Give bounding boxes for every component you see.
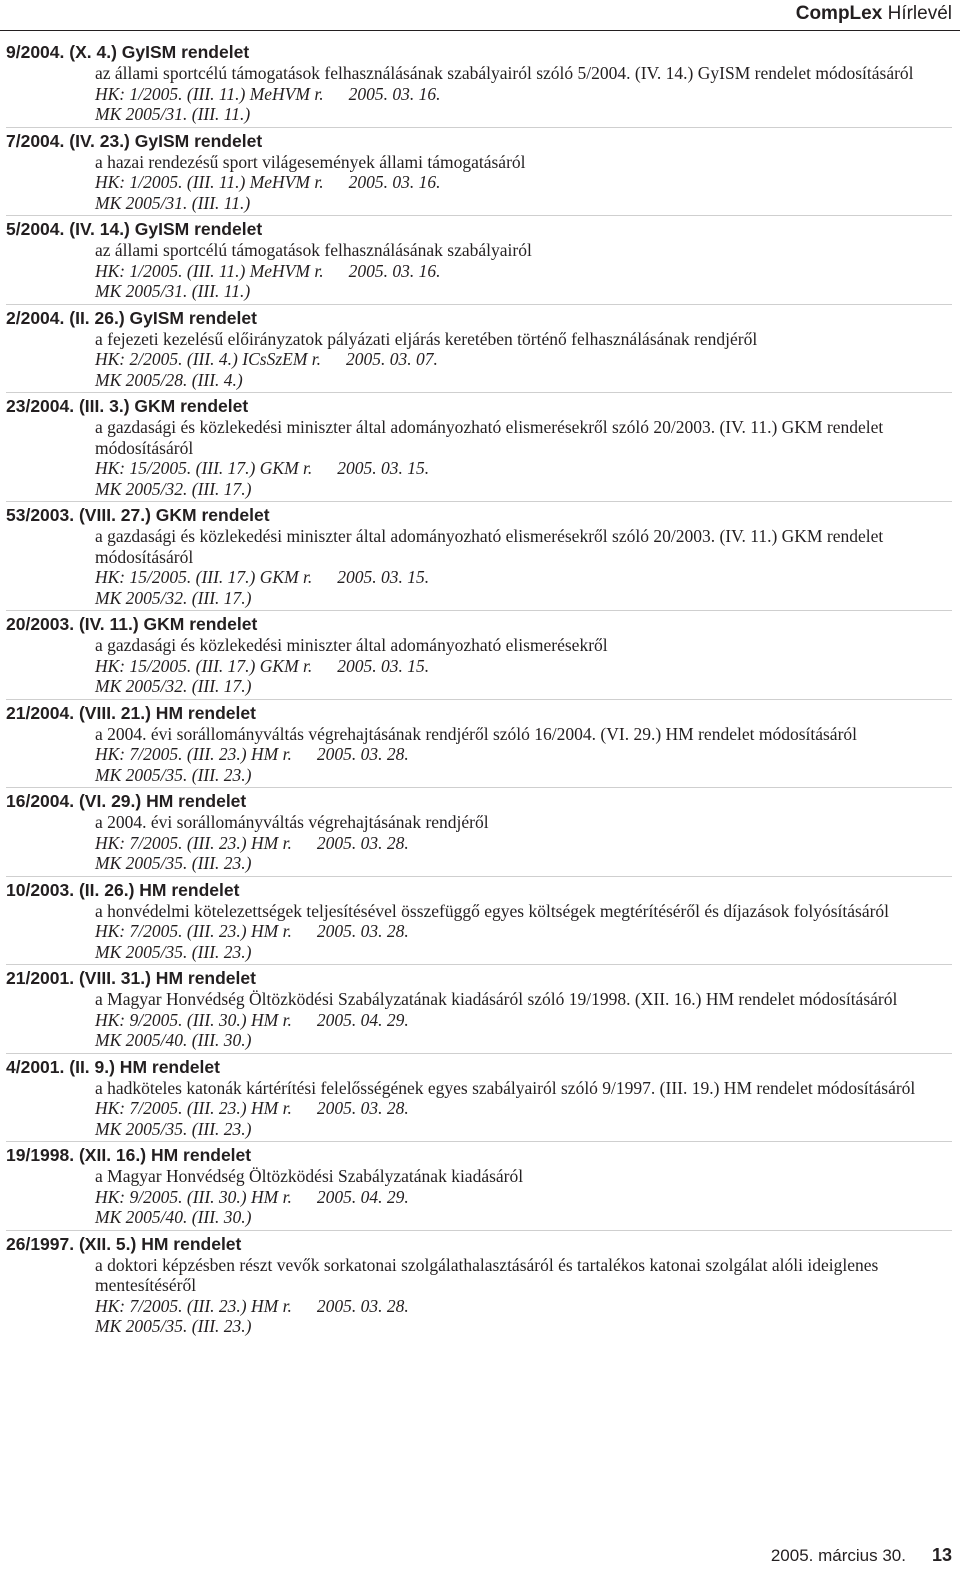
regulation-entry [6, 308, 952, 394]
regulation-body [95, 635, 952, 697]
regulation-description: a gazdasági és közlekedési miniszter által adományozható elismerésekről szóló 20/2003. (IV. 11.) GKM rendelet módosításáról [95, 526, 884, 567]
mk-reference: MK 2005/40. (III. 30.) [95, 1030, 252, 1050]
mk-reference: MK 2005/35. (III. 23.) [95, 941, 252, 962]
header-divider [0, 30, 960, 31]
reference-date: 2005. 03. 28. [316, 1295, 409, 1316]
publication-title: Hírlevél [887, 3, 952, 24]
regulation-title: 53/2003. (VIII. 27.) GKM rendelet [6, 505, 270, 525]
regulation-title: 26/1997. (XII. 5.) HM rendelet [6, 1233, 242, 1254]
hk-reference: HK: 2/2005. (III. 4.) ICsSzEM r. [95, 349, 322, 369]
regulation-entry [6, 42, 952, 128]
regulation-description: az állami sportcélú támogatások felhasználásának szabályairól [95, 240, 532, 260]
regulation-title: 2/2004. (II. 26.) GyISM rendelet [6, 307, 257, 328]
regulation-title: 10/2003. (II. 26.) HM rendelet [6, 879, 240, 900]
regulation-description: a 2004. évi sorállományváltás végrehajtásának rendjéről [95, 812, 489, 832]
gazette-reference [95, 172, 952, 193]
regulation-body [95, 1078, 952, 1140]
regulation-title: 19/1998. (XII. 16.) HM rendelet [6, 1145, 252, 1165]
regulation-title: 20/2003. (IV. 11.) GKM rendelet [6, 614, 258, 634]
regulation-body [95, 240, 952, 302]
mk-reference: MK 2005/31. (III. 11.) [95, 104, 251, 124]
gazette-reference [95, 744, 952, 765]
reference-date: 2005. 03. 16. [348, 83, 441, 104]
gazette-reference [95, 458, 952, 479]
regulation-title: 21/2004. (VIII. 21.) HM rendelet [6, 702, 256, 723]
gazette-reference [95, 833, 952, 854]
regulation-title: 4/2001. (II. 9.) HM rendelet [6, 1056, 220, 1077]
hk-reference: HK: 7/2005. (III. 23.) HM r. [95, 744, 292, 764]
gazette-reference [95, 567, 952, 588]
mk-reference: MK 2005/40. (III. 30.) [95, 1207, 252, 1227]
reference-date: 2005. 03. 07. [346, 349, 438, 369]
mk-reference: MK 2005/35. (III. 23.) [95, 853, 252, 873]
footer-date: 2005. március 30. [770, 1546, 906, 1565]
reference-date: 2005. 03. 16. [348, 172, 441, 192]
regulation-entry [6, 219, 952, 305]
regulation-entry [6, 1057, 952, 1143]
reference-date: 2005. 03. 28. [316, 744, 409, 764]
regulation-title: 21/2001. (VIII. 31.) HM rendelet [6, 968, 256, 988]
regulation-body [95, 329, 952, 391]
regulation-body [95, 812, 952, 874]
regulation-description: a Magyar Honvédség Öltözködési Szabályzatának kiadásáról [95, 1166, 524, 1186]
regulation-title: 16/2004. (VI. 29.) HM rendelet [6, 791, 247, 811]
regulation-body [95, 63, 952, 125]
gazette-reference [95, 1010, 952, 1031]
regulation-title: 5/2004. (IV. 14.) GyISM rendelet [6, 219, 263, 239]
regulation-entry [6, 968, 952, 1054]
regulation-description: a gazdasági és közlekedési miniszter által adományozható elismerésekről [95, 635, 608, 655]
reference-date: 2005. 03. 28. [316, 921, 409, 941]
hk-reference: HK: 1/2005. (III. 11.) MeHVM r. [95, 172, 324, 192]
regulation-body [95, 1255, 952, 1337]
mk-reference: MK 2005/31. (III. 11.) [95, 281, 251, 301]
reference-date: 2005. 03. 28. [316, 1098, 409, 1118]
regulation-list [6, 42, 952, 1342]
regulation-description: a doktori képzésben részt vevők sorkatonai szolgálathalasztásáról és tartalékos katonai szolgálat alóli ideiglenes mentesítéséről [95, 1254, 879, 1295]
gazette-reference [95, 261, 952, 282]
regulation-body [95, 901, 952, 963]
hk-reference: HK: 7/2005. (III. 23.) HM r. [95, 921, 292, 941]
regulation-entry [6, 703, 952, 789]
brand-name: CompLex [795, 3, 883, 24]
regulation-entry [6, 1234, 952, 1339]
page-number: 13 [931, 1545, 952, 1565]
hk-reference: HK: 1/2005. (III. 11.) MeHVM r. [95, 83, 324, 104]
regulation-entry [6, 131, 952, 217]
mk-reference: MK 2005/35. (III. 23.) [95, 1316, 252, 1336]
reference-date: 2005. 03. 15. [337, 567, 430, 587]
mk-reference: MK 2005/31. (III. 11.) [95, 192, 251, 213]
regulation-body [95, 152, 952, 214]
regulation-description: az állami sportcélú támogatások felhasználásának szabályairól szóló 5/2004. (IV. 14.) GyISM rendelet módosításáról [95, 63, 914, 83]
regulation-description: a honvédelmi kötelezettségek teljesítésével összefüggő egyes költségek megtérítéséről és díjazások folyósításáról [95, 900, 890, 921]
regulation-body [95, 724, 952, 786]
regulation-title: 23/2004. (III. 3.) GKM rendelet [6, 396, 249, 416]
hk-reference: HK: 9/2005. (III. 30.) HM r. [95, 1009, 292, 1030]
hk-reference: HK: 7/2005. (III. 23.) HM r. [95, 1295, 292, 1316]
hk-reference: HK: 15/2005. (III. 17.) GKM r. [95, 458, 313, 478]
regulation-description: a fejezeti kezelésű előirányzatok pályázati eljárás keretében történő felhasználásának rendjéről [95, 328, 758, 349]
hk-reference: HK: 7/2005. (III. 23.) HM r. [95, 1098, 292, 1118]
regulation-title: 7/2004. (IV. 23.) GyISM rendelet [6, 130, 263, 151]
regulation-entry [6, 505, 952, 611]
mk-reference: MK 2005/32. (III. 17.) [95, 478, 252, 499]
mk-reference: MK 2005/35. (III. 23.) [95, 764, 252, 785]
regulation-description: a 2004. évi sorállományváltás végrehajtásának rendjéről szóló 16/2004. (VI. 29.) HM rendelet módosításáról [95, 723, 858, 744]
regulation-body [95, 1166, 952, 1228]
mk-reference: MK 2005/28. (III. 4.) [95, 369, 243, 390]
regulation-body [95, 526, 952, 608]
gazette-reference [95, 656, 952, 677]
gazette-reference [95, 1098, 952, 1119]
hk-reference: HK: 15/2005. (III. 17.) GKM r. [95, 655, 313, 676]
reference-date: 2005. 03. 15. [337, 655, 430, 676]
regulation-description: a hazai rendezésű sport világesemények állami támogatásáról [95, 151, 526, 172]
regulation-title: 9/2004. (X. 4.) GyISM rendelet [6, 42, 250, 62]
regulation-entry [6, 396, 952, 502]
hk-reference: HK: 1/2005. (III. 11.) MeHVM r. [95, 260, 324, 281]
regulation-description: a gazdasági és közlekedési miniszter által adományozható elismerésekről szóló 20/2003. (IV. 11.) GKM rendelet módosításáról [95, 417, 884, 458]
hk-reference: HK: 7/2005. (III. 23.) HM r. [95, 832, 292, 853]
hk-reference: HK: 15/2005. (III. 17.) GKM r. [95, 567, 313, 587]
gazette-reference [95, 1296, 952, 1317]
gazette-reference [95, 349, 952, 370]
gazette-reference [95, 1187, 952, 1208]
regulation-body [95, 989, 952, 1051]
regulation-body [95, 417, 952, 499]
regulation-description: a Magyar Honvédség Öltözködési Szabályzatának kiadásáról szóló 19/1998. (XII. 16.) HM rendelet módosításáról [95, 989, 898, 1009]
reference-date: 2005. 03. 28. [316, 832, 409, 853]
regulation-entry [6, 614, 952, 700]
regulation-entry [6, 1145, 952, 1231]
gazette-reference [95, 84, 952, 105]
reference-date: 2005. 04. 29. [316, 1009, 409, 1030]
hk-reference: HK: 9/2005. (III. 30.) HM r. [95, 1186, 292, 1207]
mk-reference: MK 2005/32. (III. 17.) [95, 676, 252, 696]
regulation-entry [6, 791, 952, 877]
page-header [796, 2, 952, 26]
reference-date: 2005. 04. 29. [316, 1186, 409, 1207]
mk-reference: MK 2005/32. (III. 17.) [95, 587, 252, 608]
reference-date: 2005. 03. 16. [348, 260, 441, 281]
mk-reference: MK 2005/35. (III. 23.) [95, 1118, 252, 1139]
gazette-reference [95, 921, 952, 942]
regulation-description: a hadköteles katonák kártérítési felelősségének egyes szabályairól szóló 9/1997. (III. 19.) HM rendelet módosításáról [95, 1077, 916, 1098]
regulation-entry [6, 880, 952, 966]
page-footer [771, 1545, 952, 1566]
reference-date: 2005. 03. 15. [337, 458, 430, 478]
